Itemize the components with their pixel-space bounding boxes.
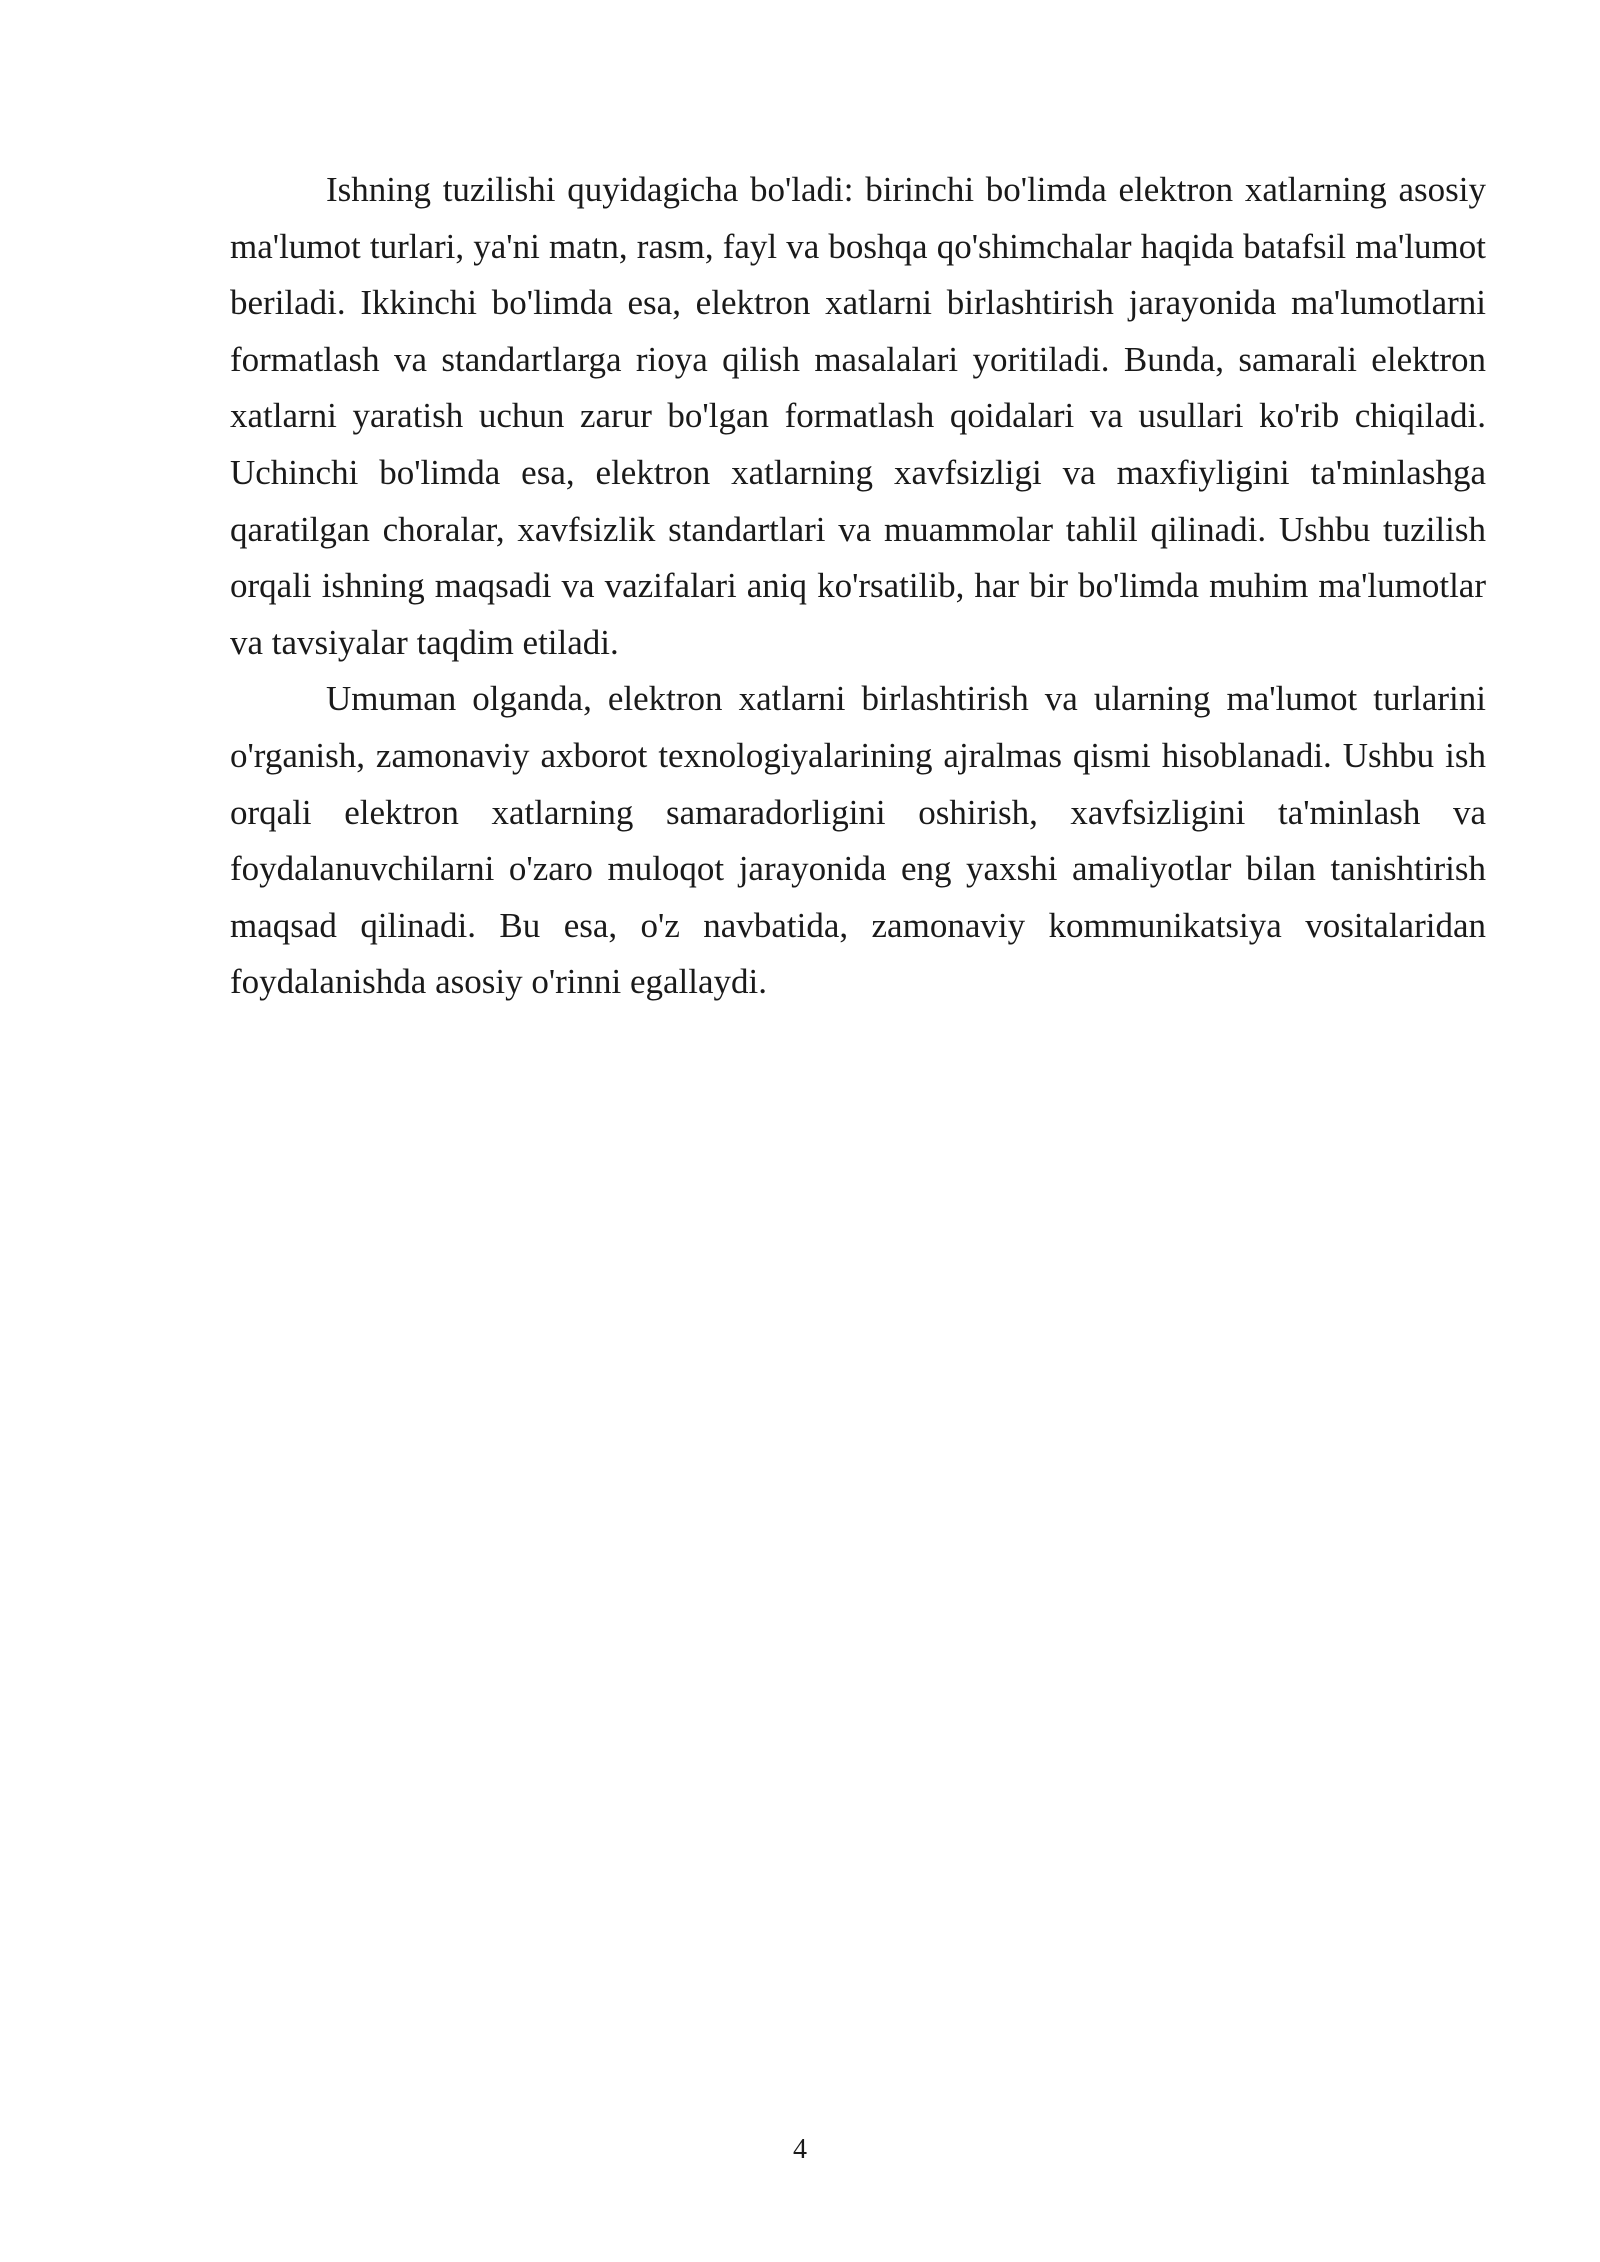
paragraph-conclusion: Umuman olganda, elektron xatlarni birlashtirish va ularning ma'lumot turlarini o'rganish, zamonaviy axborot texnologiyalarining ajralmas qismi hisoblanadi. Ushbu ish orqali elektron xatlarning samaradorligini oshirish, xavfsizligini ta'minlash va foydalanuvchilarni o'zaro muloqot jarayonida eng yaxshi amaliyotlar bilan tanishtirish maqsad qilinadi. Bu esa, o'z navbatida, zamonaviy kommunikatsiya vositalaridan foydalanishda asosiy o'rinni egallaydi.: [230, 679, 1486, 1002]
page-number: 4: [793, 2134, 807, 2165]
document-body: [230, 162, 1486, 1011]
paragraph-structure: Ishning tuzilishi quyidagicha bo'ladi: birinchi bo'limda elektron xatlarning asosiy ma'lumot turlari, ya'ni matn, rasm, fayl va boshqa qo'shimchalar haqida batafsil ma'lumot beriladi. Ikkinchi bo'limda esa, elektron xatlarni birlashtirish jarayonida ma'lumotlarni formatlash va standartlarga rioya qilish masalalari yoritiladi. Bunda, samarali elektron xatlarni yaratish uchun zarur bo'lgan formatlash qoidalari va usullari ko'rib chiqiladi. Uchinchi bo'limda esa, elektron xatlarning xavfsizligi va maxfiyligini ta'minlashga qaratilgan choralar, xavfsizlik standartlari va muammolar tahlil qilinadi. Ushbu tuzilish orqali ishning maqsadi va vazifalari aniq ko'rsatilib, har bir bo'limda muhim ma'lumotlar va tavsiyalar taqdim etiladi.: [230, 170, 1486, 662]
